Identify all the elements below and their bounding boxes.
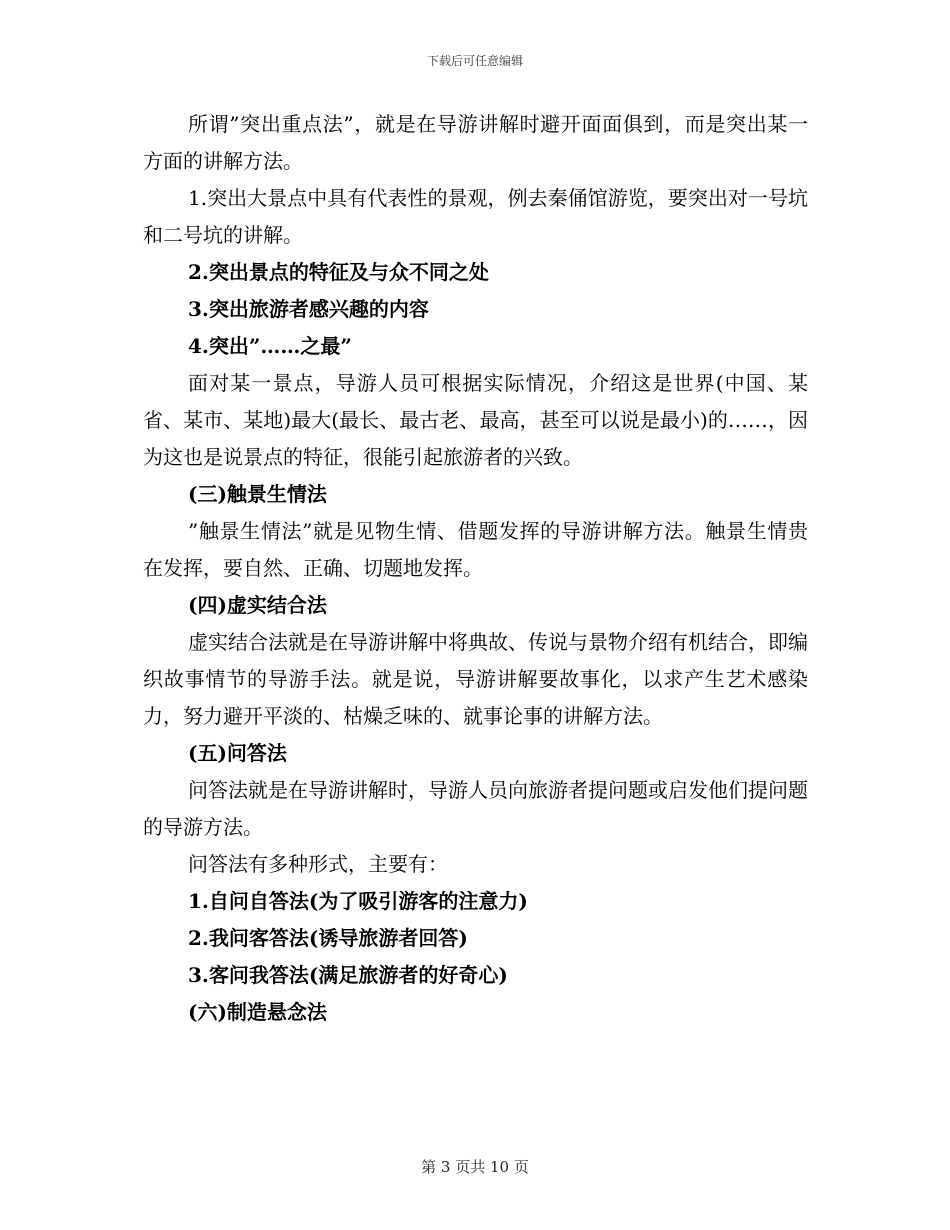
document-body <box>143 106 808 1031</box>
paragraph: 面对某一景点，导游人员可根据实际情况，介绍这是世界(中国、某省、某市、某地)最大(最长、最古老、最高，甚至可以说是最小)的……，因为这也是说景点的特征，很能引起旅游者的兴致。 <box>143 371 808 469</box>
section-heading: (四)虚实结合法 <box>188 593 327 617</box>
list-item: 3.突出旅游者感兴趣的内容 <box>188 297 429 321</box>
list-item: 4.突出”……之最” <box>188 334 352 358</box>
paragraph: ”触景生情法”就是见物生情、借题发挥的导游讲解方法。触景生情贵在发挥，要自然、正确、切题地发挥。 <box>143 519 808 580</box>
paragraph: 所谓”突出重点法”，就是在导游讲解时避开面面俱到，而是突出某一方面的讲解方法。 <box>143 112 808 173</box>
section-heading: (三)触景生情法 <box>188 482 327 506</box>
list-item: 2.突出景点的特征及与众不同之处 <box>188 260 489 284</box>
paragraph: 虚实结合法就是在导游讲解中将典故、传说与景物介绍有机结合，即编织故事情节的导游手法。就是说，导游讲解要故事化，以求产生艺术感染力，努力避开平淡的、枯燥乏味的、就事论事的讲解方法。 <box>143 630 808 728</box>
list-item: 3.客问我答法(满足旅游者的好奇心) <box>188 963 508 987</box>
paragraph: 问答法就是在导游讲解时，导游人员向旅游者提问题或启发他们提问题的导游方法。 <box>143 778 808 839</box>
section-heading: (五)问答法 <box>188 741 287 765</box>
list-item: 1.自问自答法(为了吸引游客的注意力) <box>188 889 528 913</box>
paragraph: 问答法有多种形式，主要有： <box>188 852 448 876</box>
list-item: 2.我问客答法(诱导旅游者回答) <box>188 926 468 950</box>
page-footer: 第 3 页共 10 页 <box>421 1158 529 1176</box>
page-header: 下载后可任意编辑 <box>426 54 523 68</box>
paragraph: 1.突出大景点中具有代表性的景观，例去秦俑馆游览，要突出对一号坑和二号坑的讲解。 <box>143 186 808 247</box>
section-heading: (六)制造悬念法 <box>188 1000 327 1024</box>
